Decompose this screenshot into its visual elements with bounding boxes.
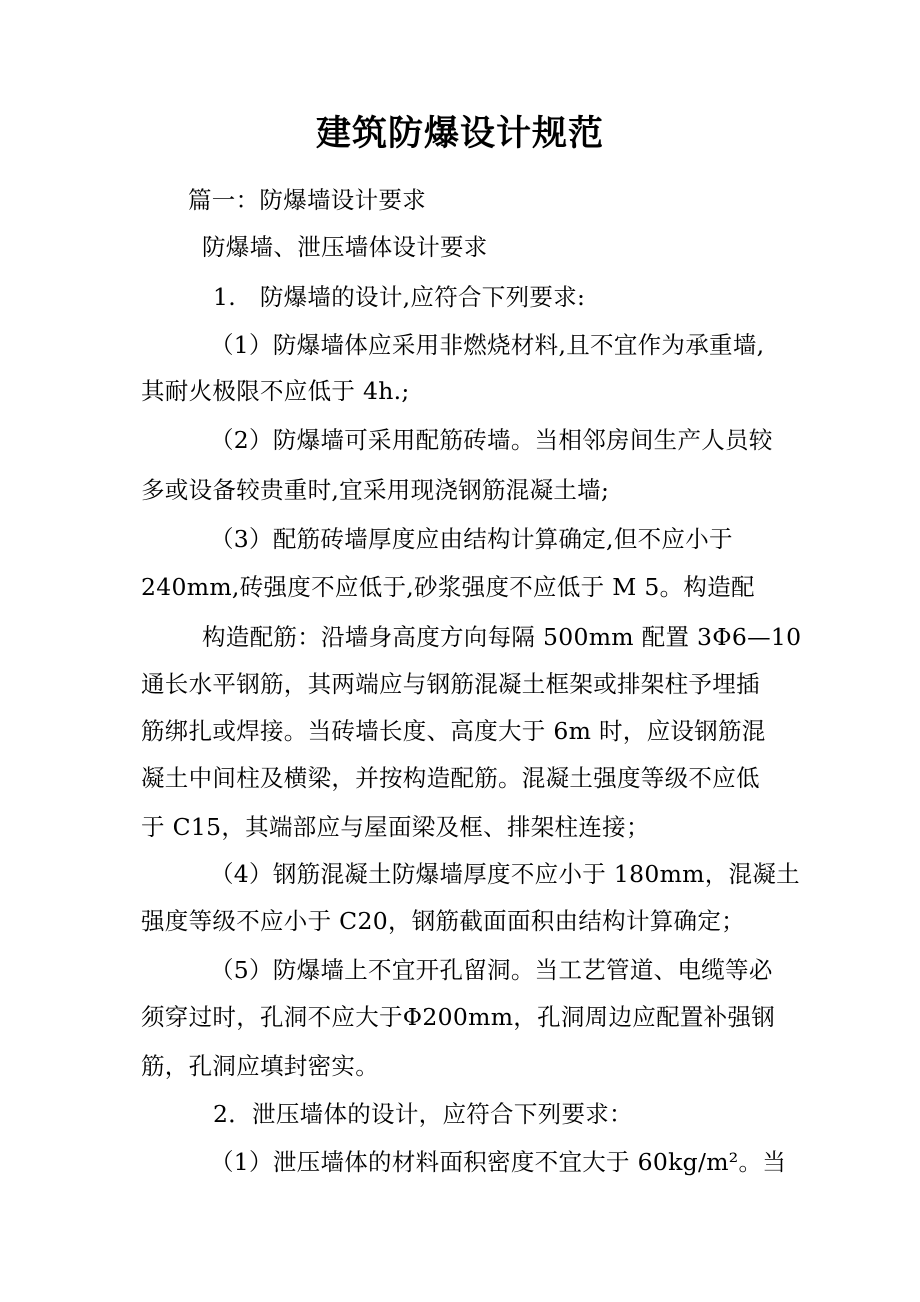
paragraph-line: 筋绑扎或焊接。当砖墙长度、高度大于 6m 时，应设钢筋混 (141, 717, 766, 745)
paragraph-line: 筋，孔洞应填封密实。 (141, 1052, 379, 1080)
numbered-item-2: 2．泄压墙体的设计，应符合下列要求： (213, 1100, 633, 1128)
paragraph-line: （3）配筋砖墙厚度应由结构计算确定,但不应小于 (210, 525, 733, 553)
paragraph-line: （1）防爆墙体应采用非燃烧材料,且不宜作为承重墙, (210, 331, 765, 359)
paragraph-line: 构造配筋：沿墙身高度方向每隔 500mm 配置 3Φ6—10 (202, 623, 802, 651)
paragraph-line: （1）泄压墙体的材料面积密度不宜大于 60kg/m²。当 (210, 1148, 787, 1176)
paragraph-line: 通长水平钢筋，其两端应与钢筋混凝土框架或排架柱予埋插 (141, 670, 760, 698)
paragraph-line: 须穿过时，孔洞不应大于Φ200mm，孔洞周边应配置补强钢 (141, 1003, 776, 1031)
section-heading: 篇一：防爆墙设计要求 (188, 186, 426, 214)
paragraph-line: 凝土中间柱及横梁，并按构造配筋。混凝土强度等级不应低 (141, 764, 760, 792)
paragraph-line: （4）钢筋混凝土防爆墙厚度不应小于 180mm，混凝土 (210, 860, 800, 888)
paragraph-line: （2）防爆墙可采用配筋砖墙。当相邻房间生产人员较 (210, 426, 773, 454)
paragraph-line: （5）防爆墙上不宜开孔留洞。当工艺管道、电缆等必 (210, 956, 773, 984)
paragraph-line: 强度等级不应小于 C20，钢筋截面面积由结构计算确定； (141, 907, 745, 935)
numbered-item-1: 1. 防爆墙的设计,应符合下列要求: (213, 283, 586, 311)
paragraph-line: 多或设备较贵重时,宜采用现浇钢筋混凝土墙; (141, 476, 610, 504)
document-title: 建筑防爆设计规范 (315, 113, 604, 154)
paragraph-line: 240mm,砖强度不应低于,砂浆强度不应低于 M 5。构造配 (141, 573, 755, 601)
paragraph-line: 于 C15，其端部应与屋面梁及框、排架柱连接； (141, 813, 650, 841)
paragraph-line: 其耐火极限不应低于 4h.; (141, 377, 410, 405)
subsection-heading: 防爆墙、泄压墙体设计要求 (202, 233, 488, 261)
